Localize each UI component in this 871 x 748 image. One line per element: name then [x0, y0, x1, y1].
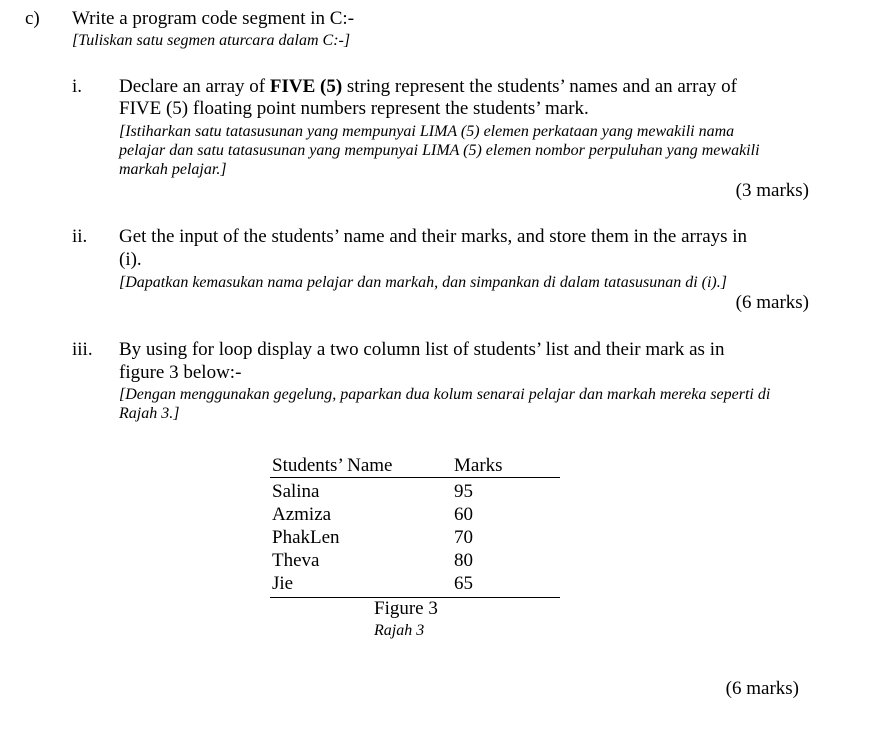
table-row-mark: 95	[454, 481, 473, 502]
table-row-name: Salina	[272, 481, 320, 502]
part-iii-text-line1: By using for loop display a two column list of students’ list and their mark as in	[119, 339, 725, 360]
part-i-malay-line1: [Istiharkan satu tatasusunan yang mempunyai LIMA (5) elemen perkataan yang mewakili nama	[119, 123, 735, 140]
figure-caption-malay: Rajah 3	[374, 622, 425, 639]
part-i-text-bold: FIVE (5)	[269, 76, 343, 97]
table-row-mark: 70	[454, 527, 473, 548]
table-row-name: PhakLen	[272, 527, 340, 548]
part-ii-marks: (6 marks)	[735, 292, 809, 313]
part-ii-text-line1: Get the input of the students’ name and their marks, and store them in the arrays in	[119, 226, 748, 247]
part-i-text-line1	[119, 76, 737, 98]
table-row-name: Jie	[272, 573, 294, 594]
part-i-number: i.	[72, 76, 83, 97]
table-row-mark: 65	[454, 573, 473, 594]
figure-caption: Figure 3	[374, 598, 438, 619]
question-instruction: Write a program code segment in C:-	[72, 8, 355, 29]
part-ii-malay-line1: [Dapatkan kemasukan nama pelajar dan markah, dan simpankan di dalam tatasusunan di (i).]	[119, 274, 727, 291]
part-iii-malay-line1: [Dengan menggunakan gegelung, paparkan dua kolum senarai pelajar dan markah mereka seperti di	[119, 386, 771, 403]
part-i-malay-line2: pelajar dan satu tatasusunan yang mempunyai LIMA (5) elemen nombor perpuluhan yang mewakili	[119, 142, 760, 159]
table-row-name: Theva	[272, 550, 320, 571]
part-i-text-before-bold: Declare an array of	[119, 76, 270, 97]
part-ii-number: ii.	[72, 226, 88, 247]
part-i-malay-line3: markah pelajar.]	[119, 161, 227, 178]
table-row-mark: 80	[454, 550, 473, 571]
part-i-text-after-bold: string represent the students’ names and an array of	[342, 76, 737, 97]
question-label: c)	[25, 8, 40, 29]
part-ii-text-line2: (i).	[119, 249, 142, 270]
part-i-text-line2: FIVE (5) floating point numbers represent the students’ mark.	[119, 98, 589, 119]
part-iii-malay-line2: Rajah 3.]	[119, 405, 180, 422]
question-instruction-malay: [Tuliskan satu segmen aturcara dalam C:-]	[72, 32, 351, 49]
table-row-name: Azmiza	[272, 504, 332, 525]
part-iii-text-line2: figure 3 below:-	[119, 362, 242, 383]
table-header-marks: Marks	[454, 455, 503, 476]
part-iii-number: iii.	[72, 339, 93, 360]
part-iii-marks: (6 marks)	[725, 678, 799, 699]
part-i-marks: (3 marks)	[735, 180, 809, 201]
table-header-rule	[270, 477, 560, 478]
table-header-name: Students’ Name	[272, 455, 393, 476]
table-row-mark: 60	[454, 504, 473, 525]
